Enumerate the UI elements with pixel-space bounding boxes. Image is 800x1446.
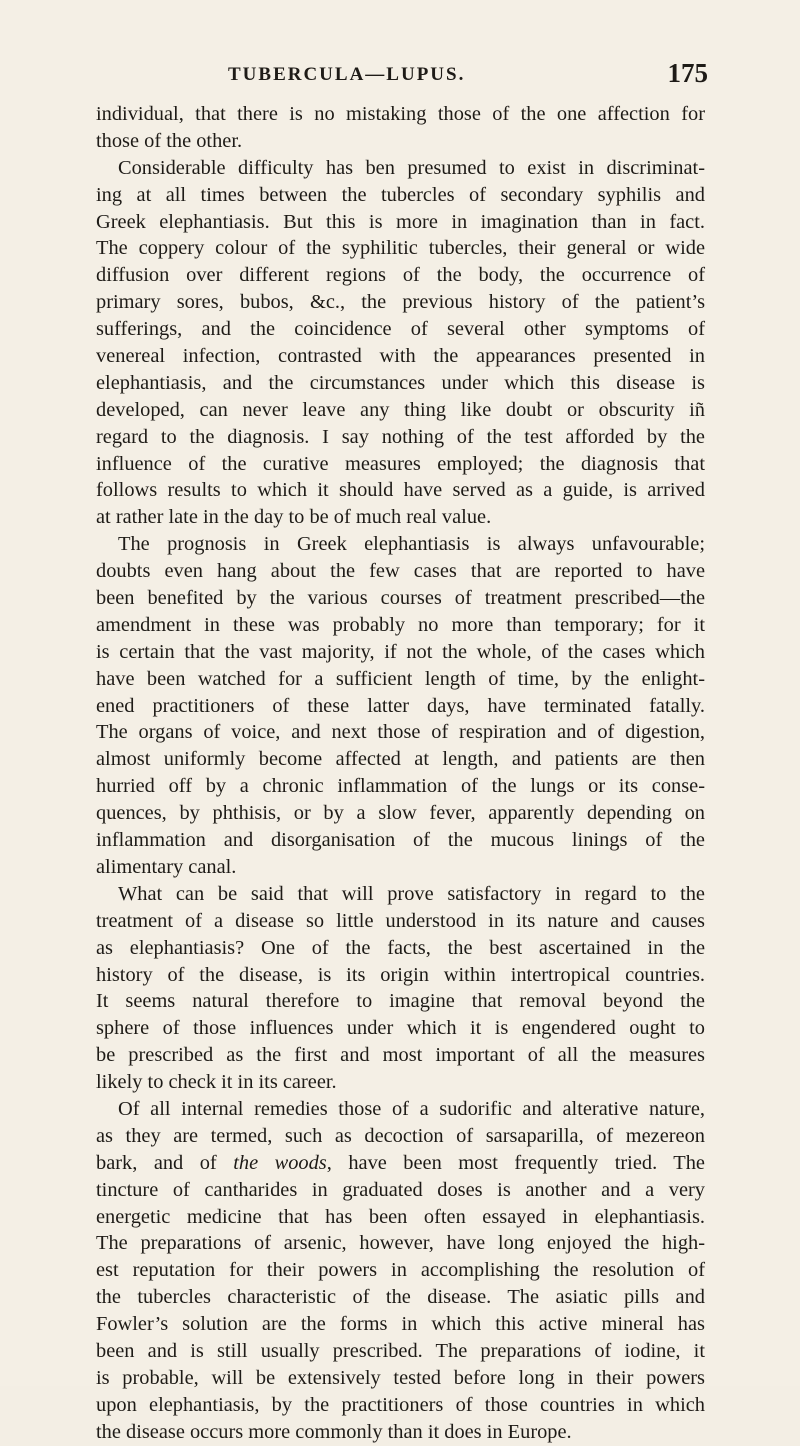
text-line: history of the disease, is its origin within intertropical countries. — [96, 963, 705, 986]
text-line: almost uniformly become affected at length, and patients are then — [96, 748, 705, 771]
text-line: Greek elephantiasis. But this is more in imagination than in fact. — [96, 210, 705, 233]
text-line: Considerable difficulty has ben presumed to exist in discriminat- — [118, 156, 705, 179]
text-line: those of the other. — [96, 129, 243, 152]
paragraph — [96, 101, 705, 155]
text-line: hurried off by a chronic inflammation of the lungs or its conse- — [96, 775, 705, 798]
text-line: at rather late in the day to be of much real value. — [96, 506, 492, 529]
text-line: The organs of voice, and next those of respiration and of digestion, — [96, 721, 705, 744]
text-line: upon elephantiasis, by the practitioners of those countries in which — [96, 1393, 705, 1416]
text-line: sphere of those influences under which it is engendered ought to — [96, 1017, 705, 1040]
page-number: 175 — [667, 58, 708, 88]
text-line: follows results to which it should have served as a guide, is arrived — [96, 479, 705, 502]
text-line: doubts even hang about the few cases that are reported to have — [96, 560, 705, 583]
text-line: elephantiasis, and the circumstances under which this disease is — [96, 371, 705, 394]
running-head — [0, 58, 800, 92]
text-line: Of all internal remedies those of a sudorific and alterative nature, — [118, 1097, 705, 1120]
text-line: likely to check it in its career. — [96, 1071, 337, 1094]
text-line: the tubercles characteristic of the disease. The asiatic pills and — [96, 1286, 705, 1309]
text-line: sufferings, and the coincidence of several other symptoms of — [96, 318, 705, 341]
text-line: tincture of cantharides in graduated doses is another and a very — [96, 1178, 705, 1201]
text-line: inflammation and disorganisation of the mucous linings of the — [96, 829, 705, 852]
text-line: treatment of a disease so little understood in its nature and causes — [96, 909, 705, 932]
text-line: diffusion over different regions of the body, the occurrence of — [96, 264, 705, 287]
text-line: energetic medicine that has been often essayed in elephantiasis. — [96, 1205, 705, 1228]
text-line: influence of the curative measures employed; the diagnosis that — [96, 452, 705, 475]
text-line: primary sores, bubos, &c., the previous history of the patient’s — [96, 291, 705, 314]
text-line: venereal infection, contrasted with the appearances presented in — [96, 345, 705, 368]
text-line: The prognosis in Greek elephantiasis is always unfavourable; — [118, 533, 705, 556]
text-line: regard to the diagnosis. I say nothing of the test afforded by the — [96, 425, 705, 448]
text-line: amendment in these was probably no more than temporary; for it — [96, 613, 705, 636]
text-line: is probable, will be extensively tested before long in their powers — [96, 1366, 705, 1389]
text-line: Fowler’s solution are the forms in which this active mineral has — [96, 1313, 705, 1336]
text-line: alimentary canal. — [96, 855, 237, 878]
text-line: It seems natural therefore to imagine that removal beyond the — [96, 990, 705, 1013]
text-line: as elephantiasis? One of the facts, the best ascertained in the — [96, 936, 705, 959]
text-line: ing at all times between the tubercles of secondary syphilis and — [96, 183, 705, 206]
text-line: est reputation for their powers in accomplishing the resolution of — [96, 1259, 705, 1282]
paragraph — [96, 155, 705, 531]
text-line: is certain that the vast majority, if not the whole, of the cases which — [96, 640, 705, 663]
paragraph — [96, 1096, 705, 1446]
paragraph — [96, 881, 705, 1096]
text-line: quences, by phthisis, or by a slow fever, apparently depending on — [96, 802, 705, 825]
text-line: What can be said that will prove satisfactory in regard to the — [118, 882, 705, 905]
text-line: developed, can never leave any thing like doubt or obscurity iñ — [96, 398, 705, 421]
text-line: The coppery colour of the syphilitic tubercles, their general or wide — [96, 237, 705, 260]
text-line: The preparations of arsenic, however, have long enjoyed the high- — [96, 1232, 705, 1255]
text-line: bark, and of the woods, have been most frequently tried. The — [96, 1151, 705, 1174]
text-line: ened practitioners of these latter days, have terminated fatally. — [96, 694, 705, 717]
text-line: individual, that there is no mistaking those of the one affection for — [96, 103, 705, 125]
text-line: have been watched for a sufficient length of time, by the enlight- — [96, 667, 705, 690]
text-line: as they are termed, such as decoction of sarsaparilla, of mezereon — [96, 1124, 705, 1147]
text-line: be prescribed as the first and most important of all the measures — [96, 1044, 705, 1067]
paragraph — [96, 531, 705, 881]
text-line: been benefited by the various courses of treatment prescribed—the — [96, 587, 705, 610]
text-line: the disease occurs more commonly than it does in Europe. — [96, 1420, 572, 1443]
text-line: been and is still usually prescribed. The preparations of iodine, it — [96, 1339, 705, 1362]
body-text — [96, 101, 705, 1446]
running-title: TUBERCULA—LUPUS. — [228, 64, 466, 85]
